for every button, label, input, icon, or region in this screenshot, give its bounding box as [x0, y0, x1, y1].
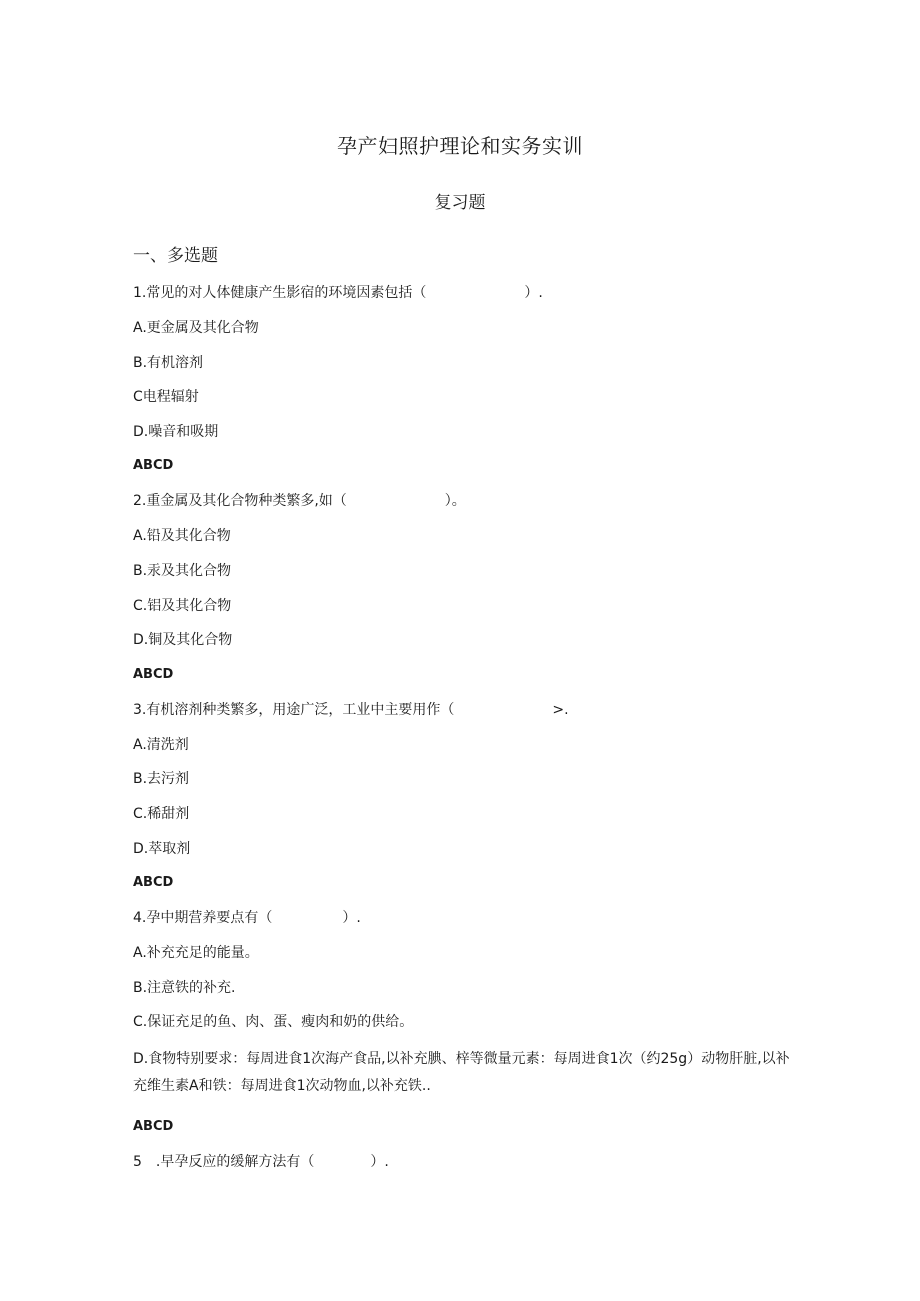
question-1-option-d: D.噪音和吸期	[133, 423, 219, 440]
document-title: 孕产妇照护理论和实务实训	[337, 134, 583, 158]
question-4-option-c: C.保证充足的鱼、肉、蛋、瘦肉和奶的供给。	[133, 1014, 414, 1031]
question-3-option-b: B.去污剂	[133, 771, 190, 788]
question-3-option-c: C.稀甜剂	[133, 805, 190, 822]
question-4-option-d: D.食物特别要求：每周进食1次海产食品,以补充腆、梓等微量元素：每周进食1次（约25g）动物肝脏,以补充维生素A和铁：每周进食1次动物血,以补充铁..	[133, 1050, 790, 1094]
question-3-option-a: A.清洗剂	[133, 736, 189, 753]
question-5-stem: 5 .早孕反应的缓解方法有（ ）.	[133, 1153, 389, 1170]
question-3-option-d: D.萃取剂	[133, 840, 191, 857]
question-1-stem: 1.常见的对人体健康产生影宿的环境因素包括（ ）.	[133, 285, 543, 301]
question-3-stem: 3.有机溶剂种类繁多，用途广泛，工业中主要用作（ >.	[133, 701, 569, 718]
question-2-option-a: A.铅及其化合物	[133, 528, 231, 545]
question-3-answer: ABCD	[133, 875, 174, 891]
question-1-option-c: C电程辐射	[133, 389, 199, 406]
question-1-option-b: B.有机溶剂	[133, 354, 204, 371]
question-list	[133, 282, 793, 1186]
question-2-option-b: B.汞及其化合物	[133, 562, 232, 579]
question-4-answer: ABCD	[133, 1118, 174, 1134]
document-subtitle: 复习题	[434, 193, 486, 213]
question-1-answer: ABCD	[133, 458, 174, 474]
question-4-stem: 4.孕中期营养要点有（ ）.	[133, 910, 361, 927]
question-2-option-c: C.铝及其化合物	[133, 597, 232, 614]
section-heading: 一、多选题	[133, 246, 218, 266]
question-2-stem: 2.重金属及其化合物种类繁多,如（ ）。	[133, 493, 466, 510]
question-4-option-a: A.补充充足的能量。	[133, 945, 259, 962]
question-2-answer: ABCD	[133, 666, 174, 682]
question-2-option-d: D.铜及其化合物	[133, 632, 233, 649]
question-1-option-a: A.更金属及其化合物	[133, 320, 259, 336]
question-4-option-b: B.注意铁的补充.	[133, 979, 236, 996]
